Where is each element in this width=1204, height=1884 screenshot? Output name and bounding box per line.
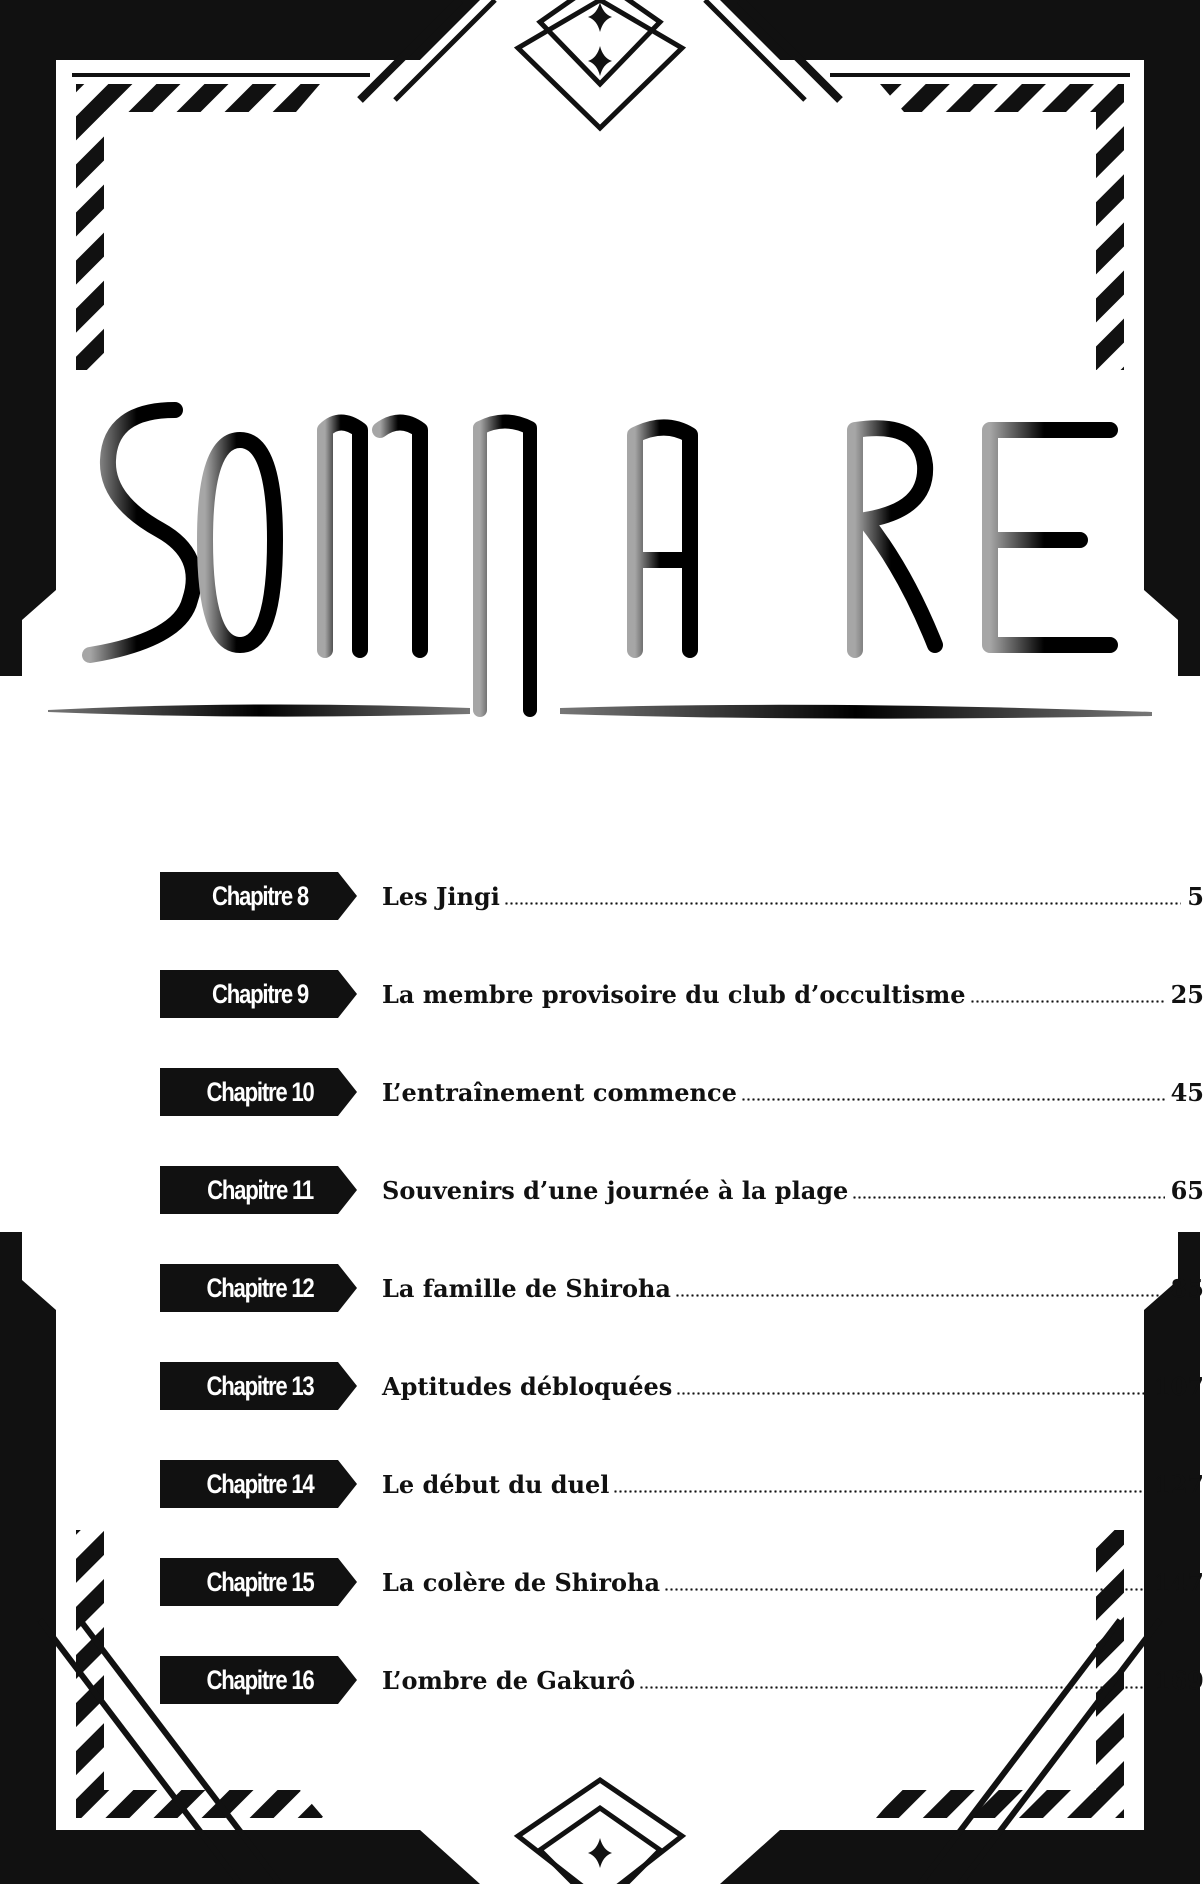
chapter-title: L’entraînement commence bbox=[382, 1077, 737, 1107]
chapter-entry bbox=[382, 1068, 1204, 1116]
chapter-tag bbox=[160, 1460, 357, 1508]
chapter-label: Chapitre 15 bbox=[206, 1567, 314, 1597]
chapter-tag bbox=[160, 1558, 357, 1606]
toc-entry[interactable] bbox=[160, 1460, 1204, 1508]
toc-entry[interactable] bbox=[160, 1166, 1204, 1214]
page-number: 65 bbox=[1170, 1175, 1204, 1205]
dot-leader bbox=[613, 1490, 1147, 1493]
chapter-tag bbox=[160, 1264, 357, 1312]
dot-leader bbox=[664, 1588, 1148, 1591]
chapter-tag bbox=[160, 1166, 357, 1214]
diamond-star-icon bbox=[518, 0, 682, 128]
chapter-tag bbox=[160, 1068, 357, 1116]
dot-leader bbox=[504, 902, 1181, 905]
chapter-label: Chapitre 11 bbox=[207, 1175, 313, 1205]
page-number: 169 bbox=[1153, 1665, 1204, 1695]
page-number: 45 bbox=[1170, 1077, 1204, 1107]
dot-leader bbox=[639, 1686, 1148, 1689]
chapter-label: Chapitre 8 bbox=[212, 881, 308, 911]
chapter-title: Aptitudes débloquées bbox=[382, 1371, 673, 1401]
chapter-title: La colère de Shiroha bbox=[382, 1567, 661, 1597]
chapter-entry bbox=[382, 1656, 1204, 1704]
dot-leader bbox=[675, 1294, 1165, 1297]
page-number: 127 bbox=[1153, 1469, 1204, 1499]
chapter-tag bbox=[160, 1362, 357, 1410]
chapter-label: Chapitre 12 bbox=[206, 1273, 314, 1303]
chapter-tag bbox=[160, 872, 357, 920]
chapter-title: Souvenirs d’une journée à la plage bbox=[382, 1175, 849, 1205]
chapter-title: Le début du duel bbox=[382, 1469, 610, 1499]
page-number: 107 bbox=[1153, 1371, 1204, 1401]
toc-entry[interactable] bbox=[160, 1656, 1204, 1704]
chapter-entry bbox=[382, 1460, 1204, 1508]
page-number: 25 bbox=[1170, 979, 1204, 1009]
toc-entry[interactable] bbox=[160, 970, 1204, 1018]
toc-entry[interactable] bbox=[160, 1362, 1204, 1410]
dot-leader bbox=[970, 1000, 1165, 1003]
page-number: 5 bbox=[1187, 881, 1204, 911]
chapter-entry bbox=[382, 1166, 1204, 1214]
chapter-entry bbox=[382, 1264, 1204, 1312]
chapter-entry bbox=[382, 1362, 1204, 1410]
chapter-title: L’ombre de Gakurô bbox=[382, 1665, 636, 1695]
chapter-title: La famille de Shiroha bbox=[382, 1273, 671, 1303]
toc-entry[interactable] bbox=[160, 1068, 1204, 1116]
chapter-label: Chapitre 9 bbox=[212, 979, 308, 1009]
toc-entry[interactable] bbox=[160, 1558, 1204, 1606]
chapter-entry bbox=[382, 970, 1204, 1018]
page-number: 85 bbox=[1170, 1273, 1204, 1303]
dot-leader bbox=[676, 1392, 1148, 1395]
toc-entry[interactable] bbox=[160, 1264, 1204, 1312]
chapter-label: Chapitre 14 bbox=[206, 1469, 314, 1499]
chapter-label: Chapitre 13 bbox=[206, 1371, 314, 1401]
chapter-tag bbox=[160, 970, 357, 1018]
dot-leader bbox=[741, 1098, 1165, 1101]
chapter-entry bbox=[382, 1558, 1204, 1606]
dot-leader bbox=[852, 1196, 1164, 1199]
chapter-title: Les Jingi bbox=[382, 881, 500, 911]
page-number: 147 bbox=[1153, 1567, 1204, 1597]
chapter-title: La membre provisoire du club d’occultisme bbox=[382, 979, 966, 1009]
chapter-entry bbox=[382, 872, 1204, 920]
chapter-label: Chapitre 10 bbox=[206, 1077, 314, 1107]
page-title bbox=[0, 380, 1200, 780]
chapter-tag bbox=[160, 1656, 357, 1704]
chapter-label: Chapitre 16 bbox=[206, 1665, 314, 1695]
diamond-star-icon bbox=[518, 1780, 682, 1884]
toc-entry[interactable] bbox=[160, 872, 1204, 920]
